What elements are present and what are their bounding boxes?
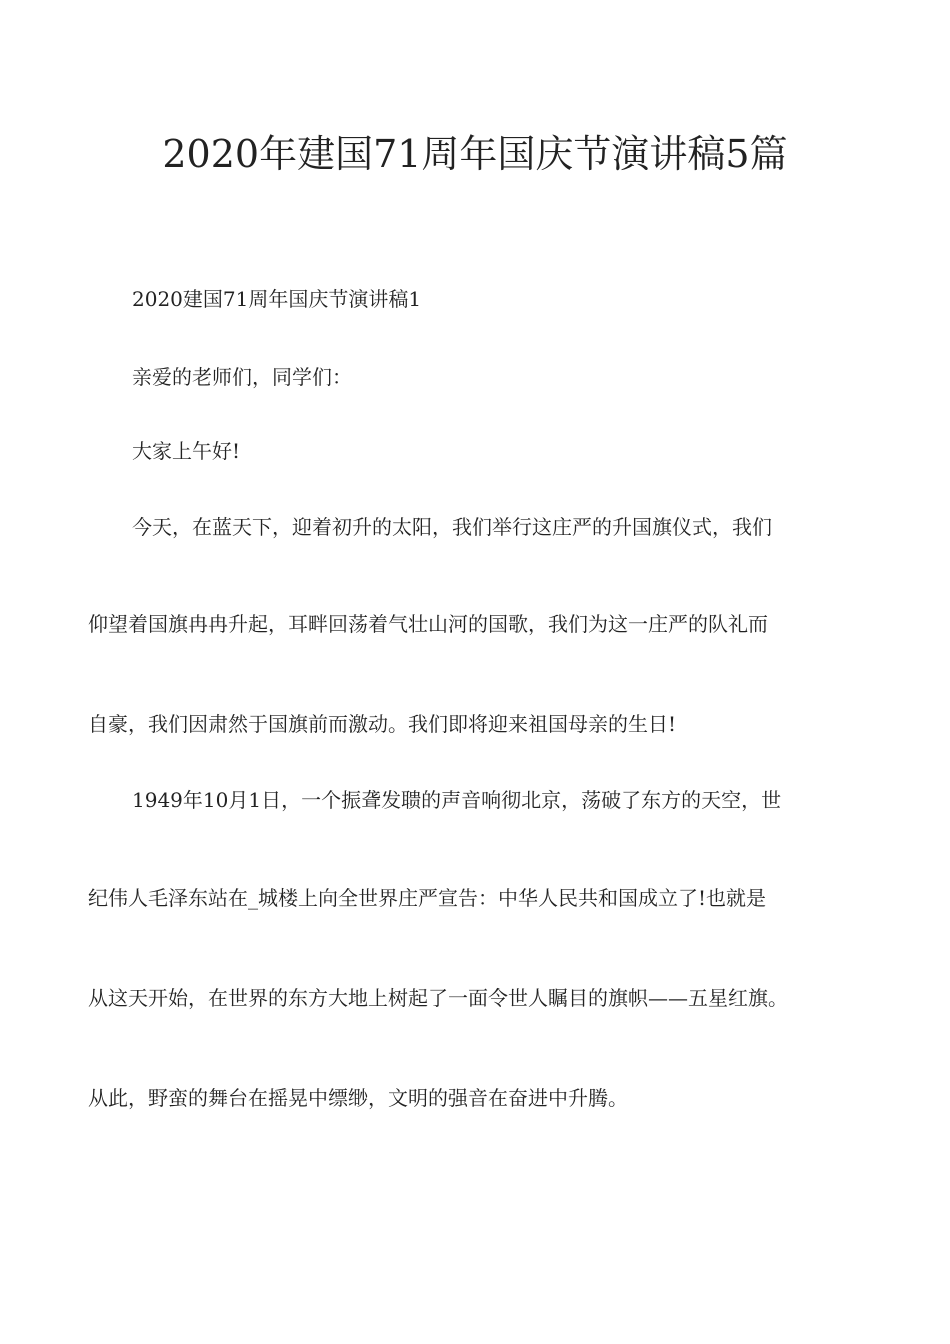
salutation: 亲爱的老师们，同学们： — [132, 365, 352, 389]
paragraph-line: 1949年10月1日，一个振聋发聩的声音响彻北京，荡破了东方的天空，世 — [132, 788, 782, 812]
paragraph-line: 仰望着国旗冉冉升起，耳畔回荡着气壮山河的国歌，我们为这一庄严的队礼而 — [88, 612, 768, 636]
document-title: 2020年建国71周年国庆节演讲稿5篇 — [162, 132, 788, 176]
speech-subtitle: 2020建国71周年国庆节演讲稿1 — [132, 287, 422, 311]
paragraph-line: 从此，野蛮的舞台在摇晃中缥缈，文明的强音在奋进中升腾。 — [88, 1086, 628, 1110]
paragraph-line: 今天，在蓝天下，迎着初升的太阳，我们举行这庄严的升国旗仪式，我们 — [132, 515, 772, 539]
greeting: 大家上午好! — [132, 439, 241, 463]
paragraph-line: 自豪，我们因肃然于国旗前而激动。我们即将迎来祖国母亲的生日! — [88, 712, 677, 736]
paragraph-line: 纪伟人毛泽东站在_城楼上向全世界庄严宣告：中华人民共和国成立了!也就是 — [88, 886, 767, 910]
paragraph-line: 从这天开始，在世界的东方大地上树起了一面令世人瞩目的旗帜——五星红旗。 — [88, 986, 788, 1010]
